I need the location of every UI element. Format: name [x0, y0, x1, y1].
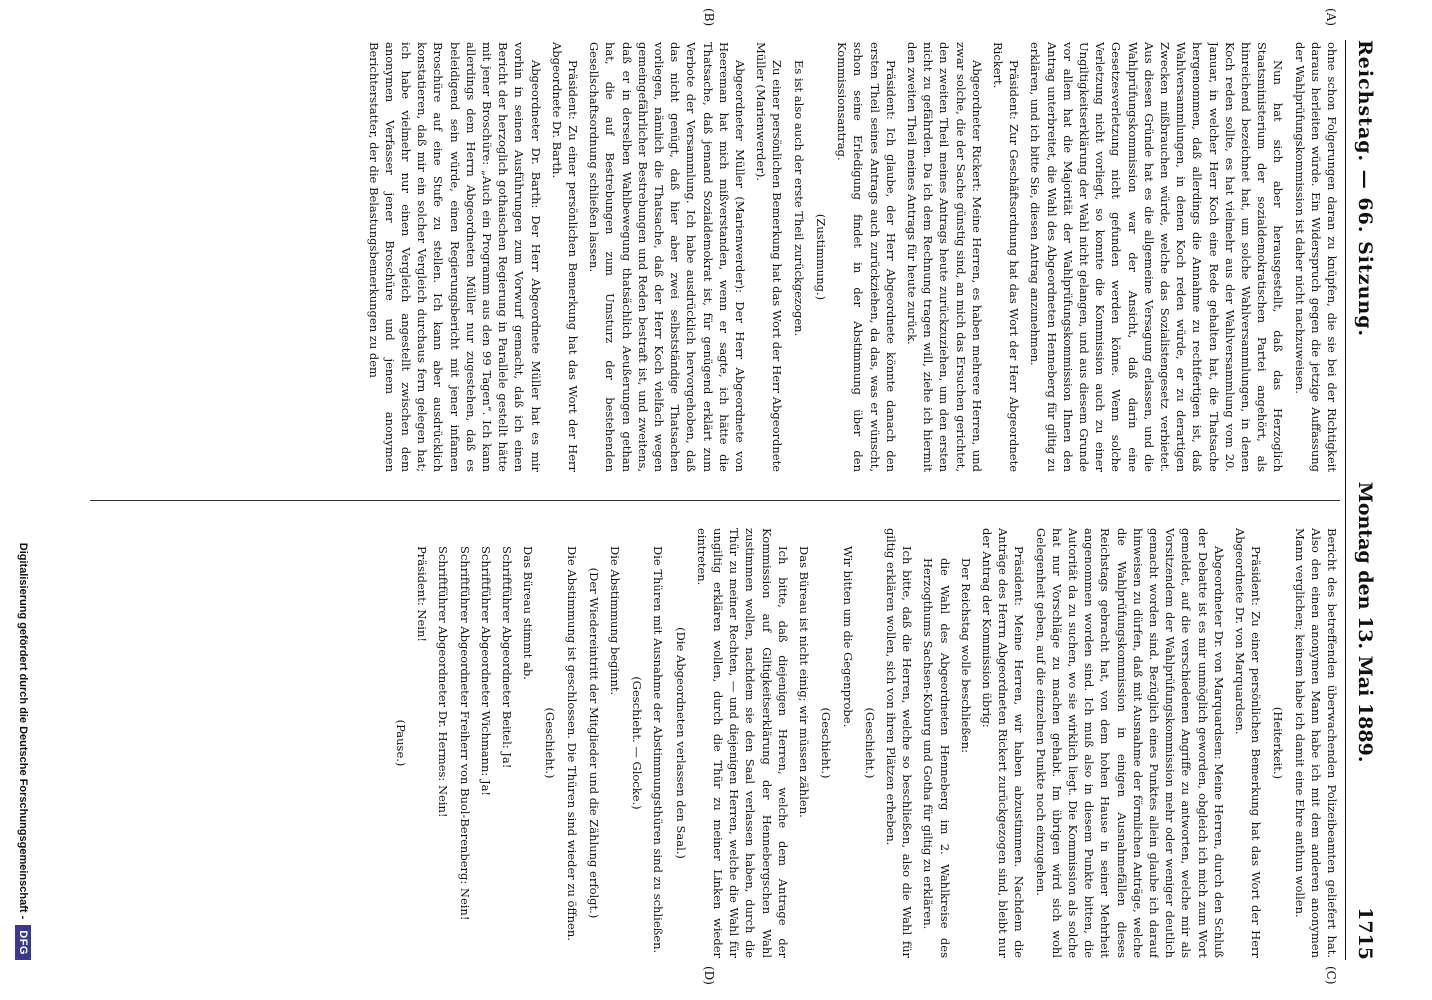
paragraph: Präsident: Zur Geschäftsordnung hat das Wort der Herr Abgeordnete Rickert. — [990, 42, 1022, 472]
page-number: 1715 — [1354, 907, 1376, 960]
paragraph: Die Abstimmung beginnt. — [608, 546, 623, 696]
paragraph: Ich bitte, daß diejenigen Herren, welche dem Antrage der Kommission auf Giltigkeitserklärung der Hennebergschen Wahl zustimmen wollen, nachdem sie den Saal verlassen haben, durch die Thür zu meiner Rechten, — und diejenigen Herren, welche die Wahl für ungiltig erklären wollen, durch die Thür zu meiner Linken wieder eintreten. — [694, 528, 790, 958]
stage-direction: (Heiterkeit.) — [1271, 706, 1286, 780]
paragraph: Schriftführer Abgeordneter Freiherr von Buol-Berenberg: Nein! — [457, 546, 472, 921]
footer-credit: Digitalisierung gefördert durch die Deutsche Forschungsgemeinschaft - — [17, 542, 29, 920]
paragraph: Nun hat sich aber herausgestellt, daß das Herzoglich Staatsministerium der sozialdemokratischen Partei angehört, als hinreichend bezeichnet hat, um solche Wahlversammlungen, in denen Koch reden sollte, es hat vielmehr aus der Wahlversammlung vom 20. Januar, in welcher Herr Koch eine Rede gehalten hat, die Thatsache hergenommen, daß allerdings die Annahme zu rechtfertigen ist, daß Wahlversammlungen, in denen Koch reden würde, er zu derartigen Zwecken mißbrauchen würde, welche das Sozialistengesetz verbietet. Aus diesen Gründe hat es die allgemeine Versagung erlassen, und die Wahlprüfungskommission war der Ansicht, daß darin eine Gesetzesverletzung nicht gefunden werden könne. Wenn solche Verletzung nicht vorliegt, so konnte die Kommission auch zu einer Ungiltigkeitserklärung der Wahl nicht gelangen, und aus diesem Grunde vor allem hat die Majorität der Wahlprüfungskommission Ihnen den Antrag unterbreitet, die Wahl des Abgeordneten Henneberg für giltig zu erklären, und ich bitte Sie, diesen Antrag anzunehmen. — [1028, 42, 1286, 472]
stage-direction: (Pause.) — [394, 719, 409, 767]
digitization-footer — [12, 40, 34, 960]
column-divider — [90, 500, 1340, 501]
stage-direction: (Geschieht.) — [862, 707, 877, 779]
paragraph: Präsident: Meine Herren, wir haben abzustimmen. Nachdem die Anträge des Herrn Abgeordneten Rickert zurückgezogen sind, bleibt nur der Antrag der Kommission übrig: — [979, 528, 1027, 958]
margin-marker-a: (A) — [1324, 8, 1338, 27]
left-column — [90, 42, 1340, 472]
paragraph: Die Thüren mit Ausnahme der Abstimmungsthüren sind zu schließen. — [651, 546, 666, 954]
motion-line: die Wahl des Abgeordneten Henneberg im 2. Wahlkreise des Herzogthums Sachsen-Koburg und Gotha für giltig zu erklären. — [921, 558, 952, 958]
paragraph: Abgeordneter Dr. von Marquardsen: Meine Herren, durch den Schluß der Debatte ist es mir unmöglich geworden, obgleich ich mich zum Wort gemeldet, auf die verschiedenen Angriffe zu antworten, welche mir als Vorsitzendem der Wahlprüfungskommission mehr oder weniger deutlich gemacht worden sind. Bezüglich eines Punktes allein glaube ich darauf hinweisen zu dürfen, daß mit Ausnahme der förmlichen Anträge, welche die Wahlprüfungskommission in einigen Ausnahmefällen dieses Reichstags gebracht hat, von dem hohen Hause in seiner Mehrheit angenommen worden sind. Ich muß also in diesem Punkte bitten, die Autorität da zu suchen, wo sie wirklich liegt. Die Kommission als solche hat nur Vorschläge zu machen gehabt. Im übrigen wird sich wohl Gelegenheit geben, auf die einzelnen Punkte noch einzugehen. — [1033, 528, 1226, 958]
stage-direction: (Zustimmung.) — [813, 213, 828, 301]
paragraph: Bericht des betreffenden überwachenden Polizeibeamten geliefert hat. Also den einen anonymen Mann habe ich mit dem anderen anonymen Mann verglichen; keinem habe ich damit eine Ehre anthun wollen. — [1292, 528, 1339, 958]
paragraph: Es ist also auch der erste Theil zurückgezogen. — [791, 60, 806, 337]
paragraph: Präsident: Zu einer persönlichen Bemerkung hat das Wort der Herr Abgeordnete Dr. Barth. — [549, 42, 581, 472]
stage-direction: (Geschieht.) — [819, 707, 834, 779]
paragraph: Präsident: Zu einer persönlichen Bemerkung hat das Wort der Herr Abgeordnete Dr. von Marquardsen. — [1232, 528, 1264, 958]
paragraph: Präsident: Nein! — [415, 546, 430, 642]
right-column — [90, 528, 1340, 958]
paragraph: Wir bitten um die Gegenprobe. — [840, 546, 855, 728]
running-header — [1350, 40, 1380, 960]
paragraph: Zu einer persönlichen Bemerkung hat das Wort der Herr Abgeordnete Müller (Marienwerder). — [754, 42, 785, 472]
paragraph: Schriftführer Abgeordneter Beitel: Ja! — [500, 546, 515, 769]
dfg-logo: DFG — [15, 925, 31, 960]
paragraph: Schriftführer Abgeordneter Wichmann: Ja! — [478, 546, 493, 797]
paragraph: Schriftführer Abgeordneter Dr. Hermes: Nein! — [436, 546, 451, 818]
paragraph: Die Abstimmung ist geschlossen. Die Thüren sind wieder zu öffnen. — [564, 546, 579, 941]
stage-direction: (Die Abgeordneten verlassen den Saal.) — [673, 627, 688, 859]
stage-direction: (Geschieht.) — [543, 707, 558, 779]
header-date: Montag den 13. Mai 1889. — [1354, 481, 1376, 763]
margin-marker-d: (D) — [702, 966, 716, 985]
stage-direction: (Geschieht. — Glocke.) — [630, 676, 645, 810]
margin-marker-b: (B) — [702, 8, 716, 27]
header-rule — [1345, 40, 1346, 960]
paragraph: Abgeordneter Rickert: Meine Herren, es haben mehrere Herren, und zwar solche, die der Sache günstig sind, an mich das Ersuchen gerichtet, den zweiten Theil meines Antrags heute zurückzuziehen, um den ersten nicht zu gefährden. Da ich dem Rechnung tragen will, ziehe ich hiermit den zweiten Theil meines Antrags für heute zurück. — [904, 42, 984, 472]
paragraph: Das Büreau stimmt ab. — [521, 546, 536, 680]
motion-line: Der Reichstag wolle beschließen: — [958, 558, 973, 753]
stage-direction: (Der Wiedereintritt der Mitglieder und die Zählung erfolgt.) — [586, 567, 601, 919]
paragraph: Abgeordneter Dr. Barth: Der Herr Abgeordnete Müller hat es mir vorhin in seinen Ausführungen zum Vorwurf gemacht, daß ich einen Bericht der herzoglich gothaischen Regierung in Parallele gestellt hätte mit jener Broschüre: „Auch ein Programm aus den 99 Tagen“. Ich kann allerdings dem Herrn Abgeordneten Müller nur zugestehen, daß es beleidigend sein würde, einen Regierungsbericht mit jener infamen Broschüre auf eine Stufe zu stellen. Ich kann aber ausdrücklich konstatieren, daß mir ein solcher Vergleich durchaus fern gelegen hat; ich habe vielmehr nur einen Vergleich angestellt zwischen dem anonymen Verfasser jener Broschüre und jenem anonymen Berichterstatter, der die Belastungsbemerkungen zu dem — [366, 42, 543, 472]
margin-marker-c: (C) — [1324, 966, 1338, 985]
paragraph: Ich bitte, daß die Herren, welche so beschließen, also die Wahl für giltig erklären wollen, sich von ihren Plätzen erheben. — [883, 528, 915, 958]
paragraph: Abgeordneter Müller (Marienwerder): Der Herr Abgeordnete von Heereman hat mich mißverstanden, wenn er sagte, ich hätte die Thatsache, daß jemand Sozialdemokrat ist, für genügend erklärt zum Verbote der Versammlung. Ich habe ausdrücklich hervorgehoben, daß das nicht genügt, daß hier aber zwei selbstständige Thatsachen vorliegen, nämlich die Thatsache, daß der Herr Koch vielfach wegen gemeingefährlicher Bestrebungen und Reden bestraft ist, und zweitens, daß er in derselben Wahlbewegung thatsächlich Aeußerungen gethan hat, die auf Bestrebungen zum Umsturz der bestehenden Gesellschaftsordnung schließen lassen. — [587, 42, 748, 472]
paragraph: Das Büreau ist nicht einig; wir müssen zählen. — [797, 546, 812, 818]
paragraph: Präsident: Ich glaube, der Herr Abgeordnete könnte danach den ersten Theil seines Antrags auch zurückziehen, da das, was er wünscht, schon seine Erledigung findet in der Abstimmung über den Kommissionsantrag. — [835, 42, 898, 472]
paragraph: ohne schon Folgerungen daran zu knüpfen, die sie bei der Richtigkeit daraus herleiten würde. Ein Widerspruch gegen die jetzige Auffassung der Wahlprüfungskommission ist daher nicht nachzuweisen. — [1292, 42, 1339, 472]
header-left: Reichstag. — 66. Sitzung. — [1354, 40, 1376, 338]
